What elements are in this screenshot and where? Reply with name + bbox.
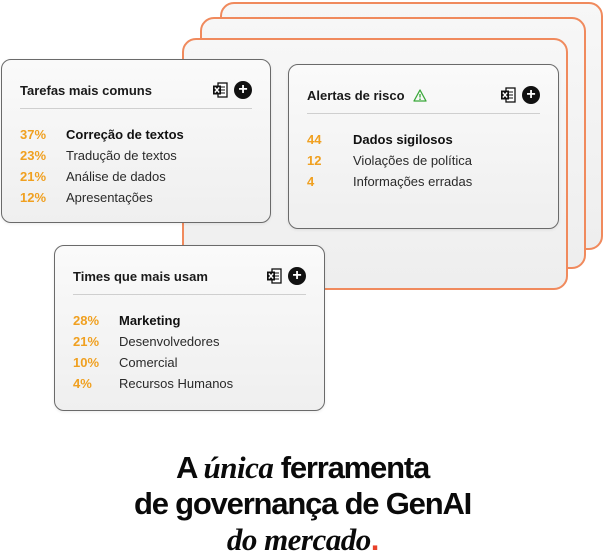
alerts-card-header bbox=[307, 83, 540, 114]
list-item-label: Desenvolvedores bbox=[119, 334, 220, 349]
headline-text: A bbox=[176, 450, 204, 485]
headline-italic: única bbox=[203, 450, 274, 485]
list-item-label: Marketing bbox=[119, 313, 181, 328]
headline-line-2: de governança de GenAI bbox=[133, 486, 472, 521]
list-item-value: 23% bbox=[20, 148, 47, 163]
alerts-card-title-wrap bbox=[307, 88, 427, 103]
list-item-value: 28% bbox=[73, 313, 100, 328]
list-item bbox=[73, 331, 233, 352]
list-item bbox=[73, 373, 233, 394]
list-item-label: Tradução de textos bbox=[66, 148, 177, 163]
alerts-card bbox=[288, 64, 559, 229]
list-item-value: 4 bbox=[307, 174, 315, 189]
list-item bbox=[307, 171, 472, 192]
excel-icon[interactable] bbox=[500, 87, 516, 103]
teams-card bbox=[54, 245, 325, 411]
list-item-value: 21% bbox=[20, 169, 47, 184]
headline bbox=[0, 450, 605, 558]
list-item-label: Dados sigilosos bbox=[353, 132, 453, 147]
list-item bbox=[20, 166, 184, 187]
alerts-card-actions bbox=[500, 86, 540, 104]
alerts-card-title: Alertas de risco bbox=[307, 87, 405, 103]
list-item bbox=[20, 187, 184, 208]
add-icon[interactable]: + bbox=[522, 86, 540, 104]
list-item bbox=[20, 145, 184, 166]
excel-icon[interactable] bbox=[266, 268, 282, 284]
list-item-label: Correção de textos bbox=[66, 127, 184, 142]
headline-italic: do mercado bbox=[226, 522, 371, 557]
teams-list bbox=[73, 310, 233, 394]
list-item bbox=[73, 352, 233, 373]
list-item-value: 21% bbox=[73, 334, 100, 349]
list-item-value: 10% bbox=[73, 355, 100, 370]
warning-icon bbox=[413, 89, 427, 102]
headline-dot: . bbox=[370, 522, 379, 557]
headline-line-1 bbox=[0, 450, 605, 486]
list-item-value: 44 bbox=[307, 132, 322, 147]
add-icon[interactable]: + bbox=[288, 267, 306, 285]
tasks-card-title: Tarefas mais comuns bbox=[20, 82, 152, 98]
list-item-value: 4% bbox=[73, 376, 92, 391]
alerts-list bbox=[307, 129, 472, 192]
list-item-value: 12% bbox=[20, 190, 47, 205]
list-item-label: Apresentações bbox=[66, 190, 153, 205]
list-item-label: Análise de dados bbox=[66, 169, 166, 184]
headline-line-3 bbox=[0, 522, 605, 558]
list-item-value: 37% bbox=[20, 127, 47, 142]
tasks-card bbox=[1, 59, 271, 223]
teams-card-title: Times que mais usam bbox=[73, 268, 208, 284]
tasks-card-header bbox=[20, 78, 252, 109]
headline-text: ferramenta bbox=[273, 450, 429, 485]
teams-card-actions bbox=[266, 267, 306, 285]
list-item bbox=[73, 310, 233, 331]
list-item-label: Comercial bbox=[119, 355, 178, 370]
tasks-list bbox=[20, 124, 184, 208]
list-item-label: Violações de política bbox=[353, 153, 473, 168]
tasks-card-actions bbox=[212, 81, 252, 99]
list-item-label: Informações erradas bbox=[353, 174, 473, 189]
teams-card-header bbox=[73, 264, 306, 295]
list-item bbox=[307, 150, 472, 171]
list-item bbox=[20, 124, 184, 145]
add-icon[interactable]: + bbox=[234, 81, 252, 99]
list-item bbox=[307, 129, 472, 150]
excel-icon[interactable] bbox=[212, 82, 228, 98]
list-item-label: Recursos Humanos bbox=[119, 376, 234, 391]
list-item-value: 12 bbox=[307, 153, 322, 168]
